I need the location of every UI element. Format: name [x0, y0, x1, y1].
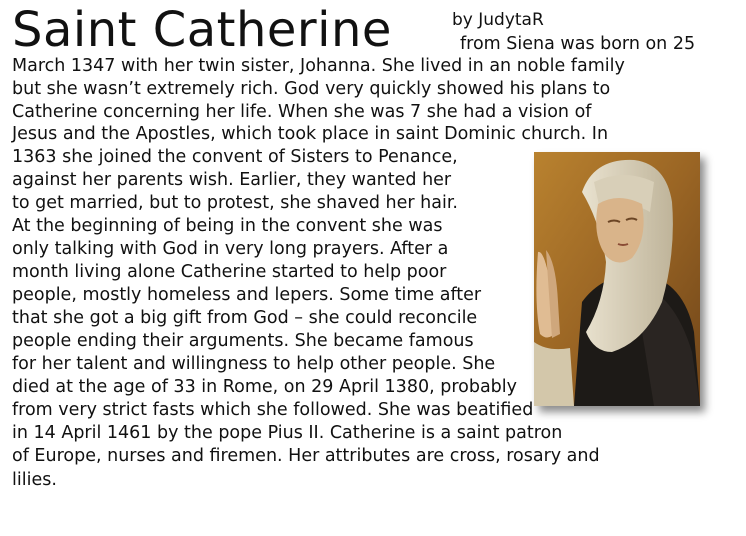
text-line-6: 1363 she joined the convent of Sisters to Penance, — [12, 147, 458, 167]
text-line-12: people, mostly homeless and lepers. Some time after — [12, 285, 482, 305]
text-line-5: Jesus and the Apostles, which took place in saint Dominic church. In — [12, 124, 609, 144]
text-line-1: from Siena was born on 25 — [460, 34, 696, 54]
text-line-15: for her talent and willingness to help other people. She — [12, 354, 496, 374]
text-line-16: died at the age of 33 in Rome, on 29 April 1380, probably — [12, 377, 517, 397]
text-line-3: but she wasn’t extremely rich. God very quickly showed his plans to — [12, 79, 611, 99]
text-line-20: lilies. — [12, 470, 57, 490]
text-line-19: of Europe, nurses and firemen. Her attributes are cross, rosary and — [12, 446, 600, 466]
text-line-8: to get married, but to protest, she shaved her hair. — [12, 193, 458, 213]
text-line-2: March 1347 with her twin sister, Johanna. She lived in an noble family — [12, 56, 625, 76]
text-line-4: Catherine concerning her life. When she was 7 she had a vision of — [12, 102, 592, 122]
text-line-17: from very strict fasts which she followed. She was beatified — [12, 400, 534, 420]
saint-catherine-painting — [534, 152, 700, 406]
author-byline: by JudytaR — [452, 10, 544, 30]
text-line-11: month living alone Catherine started to help poor — [12, 262, 447, 282]
text-line-18: in 14 April 1461 by the pope Pius II. Catherine is a saint patron — [12, 423, 563, 443]
text-line-9: At the beginning of being in the convent she was — [12, 216, 443, 236]
page-title: Saint Catherine — [12, 2, 392, 58]
text-line-13: that she got a big gift from God – she could reconcile — [12, 308, 478, 328]
text-line-7: against her parents wish. Earlier, they wanted her — [12, 170, 452, 190]
text-line-10: only talking with God in very long prayers. After a — [12, 239, 449, 259]
text-line-14: people ending their arguments. She became famous — [12, 331, 474, 351]
